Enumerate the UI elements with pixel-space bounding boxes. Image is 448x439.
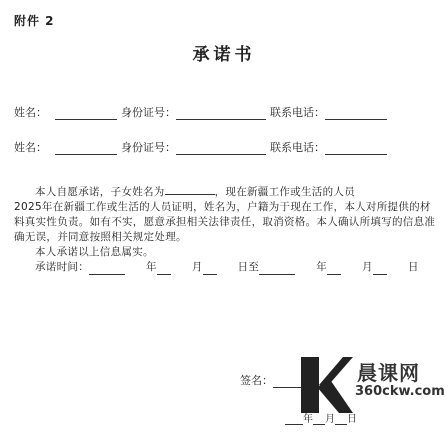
document-title: 承诺书 — [192, 45, 256, 65]
watermark-name: 晨课网 — [357, 361, 420, 385]
info-row-2 — [14, 135, 387, 155]
phone-label: 联系电话： — [270, 141, 325, 154]
body-text — [14, 184, 438, 275]
signature-label: 签名： — [240, 374, 273, 387]
id-number-blank — [176, 107, 266, 120]
watermark-logo — [295, 355, 445, 425]
phone-blank — [325, 107, 387, 120]
commitment-date-line: 承诺时间： 年 月 日至 年 月 日 — [35, 261, 419, 273]
name-blank — [55, 107, 117, 120]
name-label: 姓名： — [14, 141, 47, 154]
id-number-label: 身份证号： — [121, 106, 176, 119]
phone-blank — [325, 142, 387, 155]
body-paragraph-1: 本人自愿承诺，子女姓名为 ，现在新疆工作或生活的人员 — [35, 186, 356, 198]
k-letter-logo-icon — [295, 355, 355, 415]
attachment-label: 附件 2 — [14, 14, 55, 28]
phone-label: 联系电话： — [270, 106, 325, 119]
body-paragraph-1-rest: 2025年在新疆工作或生活的人员证明，姓名为，户籍为于现在工作，本人对所提供的材料真实性负责。如有不实，愿意承担相关法律责任，取消资格。本人确认所填写的信息准确无误，并同意按照相关规定处理。 — [14, 201, 436, 243]
id-number-label: 身份证号： — [121, 141, 176, 154]
info-row-1 — [14, 100, 387, 120]
signature-date: 年 月 日 — [285, 410, 357, 425]
name-blank — [55, 142, 117, 155]
commitment-line: 本人承诺以上信息属实。 — [35, 246, 154, 258]
watermark-url: 360ckw.com — [355, 384, 445, 399]
name-label: 姓名： — [14, 106, 47, 119]
id-number-blank — [176, 142, 266, 155]
